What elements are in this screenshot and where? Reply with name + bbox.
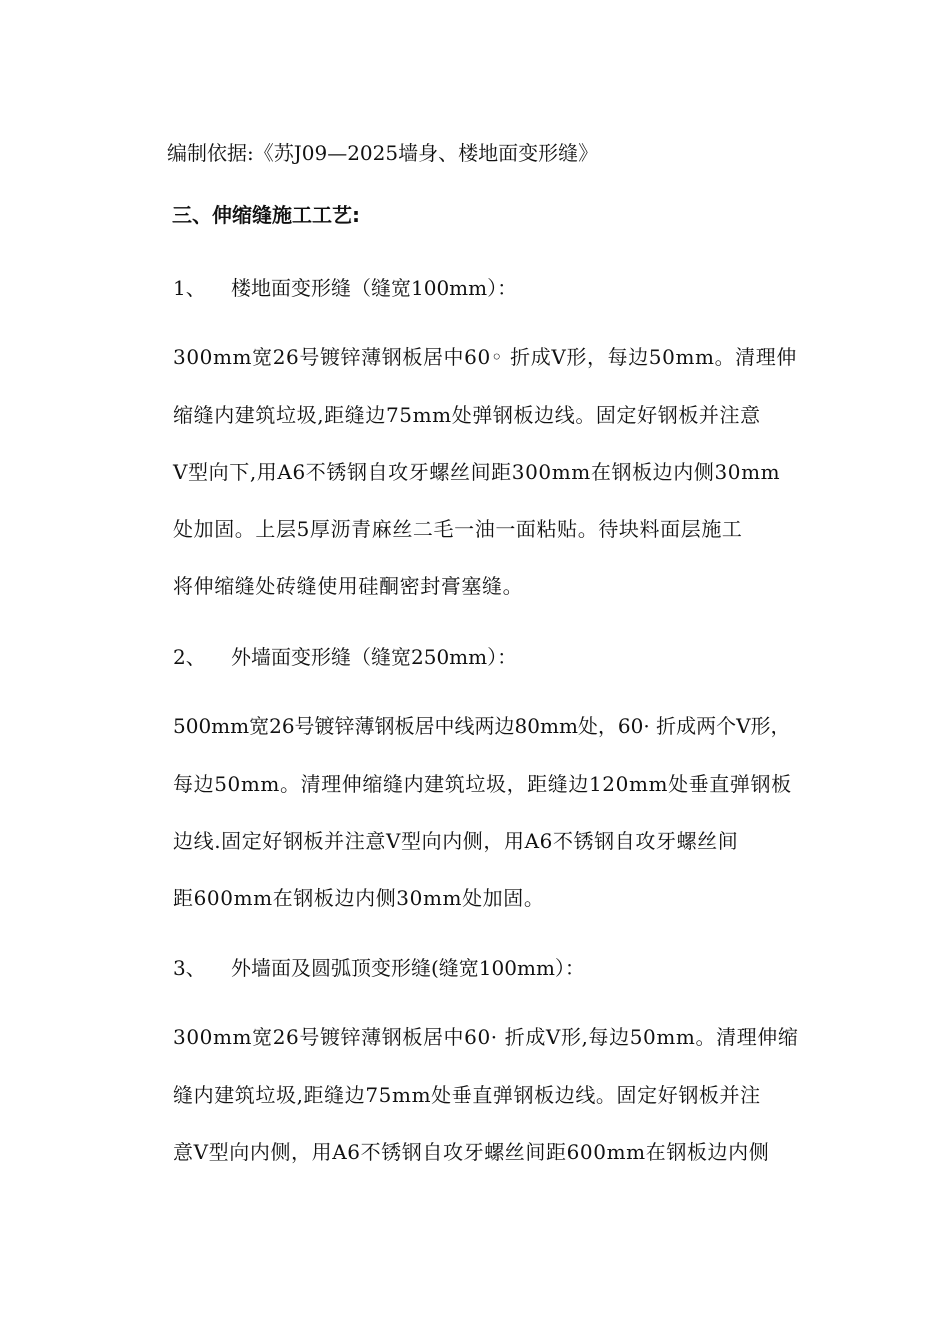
paragraph-line: 处加固。上层5厚沥青麻丝二毛一油一面粘贴。待块料面层施工	[173, 517, 743, 541]
paragraph-line: 500mm宽26号镀锌薄钢板居中线两边80mm处，60· 折成两个V形，	[173, 714, 791, 738]
item-heading-1	[173, 276, 517, 300]
paragraph-line: V型向下,用A6不锈钢自攻牙螺丝间距300mm在钢板边内侧30mm	[173, 460, 781, 484]
paragraph-line: 意V型向内侧，用A6不锈钢自攻牙螺丝间距600mm在钢板边内侧	[173, 1140, 770, 1164]
paragraph-line: 300mm宽26号镀锌薄钢板居中60· 折成V形,每边50mm。清理伸缩	[173, 1025, 799, 1049]
item-title: 楼地面变形缝（缝宽100mm）：	[231, 276, 518, 300]
paragraph-line: 距600mm在钢板边内侧30mm处加固。	[173, 886, 545, 910]
item-number: 1、	[173, 276, 206, 300]
compilation-basis: 编制依据:《苏J09—2025墙身、楼地面变形缝》	[167, 141, 599, 165]
paragraph-line: 每边50mm。清理伸缩缝内建筑垃圾，距缝边120mm处垂直弹钢板	[173, 772, 792, 796]
item-number: 2、	[173, 645, 206, 669]
item-title: 外墙面变形缝（缝宽250mm）：	[231, 645, 518, 669]
item-title: 外墙面及圆弧顶变形缝(缝宽100mm）：	[231, 956, 585, 980]
paragraph-line: 缩缝内建筑垃圾,距缝边75mm处弹钢板边线。固定好钢板并注意	[173, 403, 761, 427]
paragraph-line: 300mm宽26号镀锌薄钢板居中60◦ 折成V形，每边50mm。清理伸	[173, 345, 797, 369]
item-heading-2	[173, 645, 517, 669]
paragraph-line: 边线.固定好钢板并注意V型向内侧，用A6不锈钢自攻牙螺丝间	[173, 829, 739, 853]
item-heading-3	[173, 956, 585, 980]
paragraph-line: 缝内建筑垃圾,距缝边75mm处垂直弹钢板边线。固定好钢板并注	[173, 1083, 761, 1107]
item-number: 3、	[173, 956, 206, 980]
section-heading: 三、伸缩缝施工工艺:	[172, 203, 360, 227]
paragraph-line: 将伸缩缝处砖缝使用硅酮密封膏塞缝。	[173, 574, 524, 598]
